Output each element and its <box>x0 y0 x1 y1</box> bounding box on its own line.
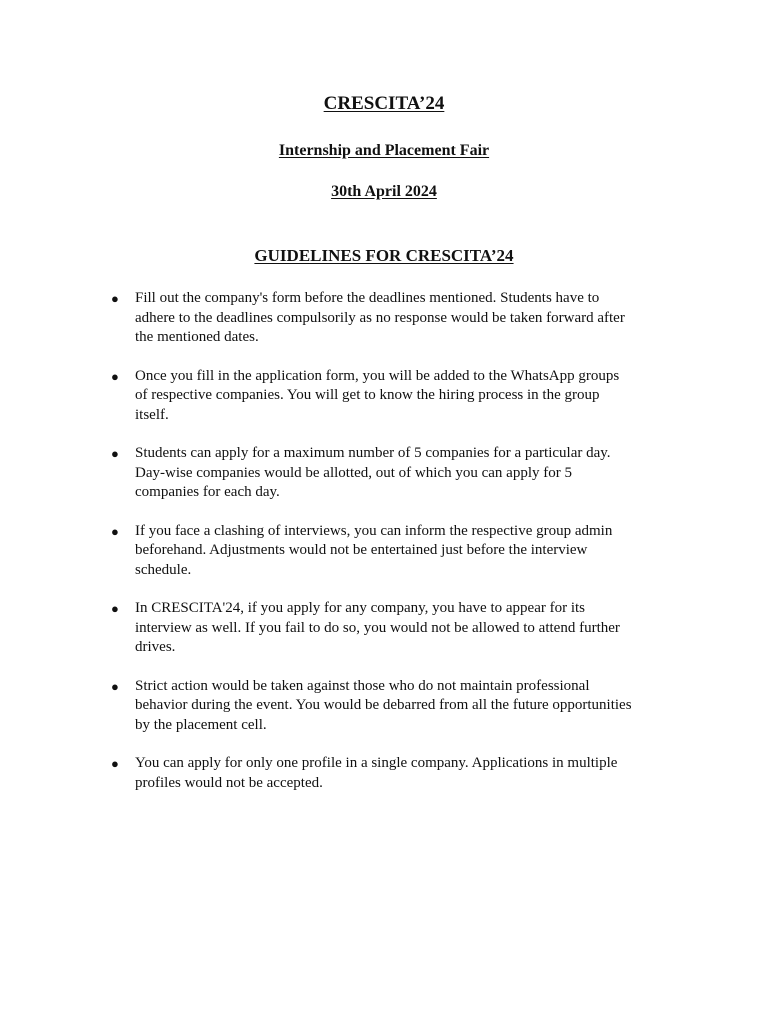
bullet-icon: ● <box>111 291 119 306</box>
guideline-line: adhere to the deadlines compulsorily as no response would be taken forward after <box>135 309 625 326</box>
guideline-line: by the placement cell. <box>135 716 267 733</box>
bullet-icon: ● <box>111 368 119 384</box>
guideline-line: schedule. <box>135 561 192 578</box>
guideline-line: You can apply for only one profile in a single company. Applications in multiple <box>135 755 618 771</box>
guideline-line: profiles would not be accepted. <box>135 774 323 791</box>
guideline-item <box>108 444 688 503</box>
guideline-line: Students can apply for a maximum number of 5 companies for a particular day. <box>135 445 611 461</box>
guideline-line: of respective companies. You will get to know the hiring process in the group <box>135 387 600 403</box>
guideline-item <box>108 289 688 348</box>
guideline-line: Strict action would be taken against those who do not maintain professional <box>135 677 590 694</box>
guideline-text <box>135 754 688 793</box>
guideline-text <box>135 444 688 503</box>
guideline-line: companies for each day. <box>135 484 280 500</box>
guideline-text <box>135 677 688 736</box>
guideline-item <box>108 677 688 736</box>
bullet-icon: ● <box>111 446 119 461</box>
guideline-item <box>108 754 688 793</box>
bullet-icon: ● <box>111 756 119 771</box>
guideline-text <box>135 289 688 348</box>
guideline-line: behavior during the event. You would be debarred from all the future opportunities <box>135 697 632 713</box>
document-title: CRESCITA’24 <box>323 93 445 114</box>
guideline-item <box>108 599 688 658</box>
guideline-item <box>108 522 688 581</box>
guideline-line: In CRESCITA'24, if you apply for any company, you have to appear for its <box>135 600 586 616</box>
guideline-text <box>135 367 688 426</box>
bullet-icon: ● <box>111 523 119 539</box>
guideline-line: Fill out the company's form before the deadlines mentioned. Students have to <box>135 290 600 306</box>
guideline-line: Once you fill in the application form, you will be added to the WhatsApp groups <box>135 367 620 384</box>
bullet-icon: ● <box>111 601 119 616</box>
guidelines-heading: GUIDELINES FOR CRESCITA’24 <box>254 246 514 265</box>
bullet-icon: ● <box>111 678 119 694</box>
guideline-line: beforehand. Adjustments would not be entertained just before the interview <box>135 542 588 558</box>
guideline-line: the mentioned dates. <box>135 329 259 345</box>
guideline-text <box>135 599 688 658</box>
event-subtitle: Internship and Placement Fair <box>278 142 490 159</box>
guideline-line: drives. <box>135 639 176 655</box>
guideline-line: itself. <box>135 406 169 423</box>
guideline-line: interview as well. If you fail to do so, you would not be allowed to attend further <box>135 619 620 636</box>
guideline-item <box>108 367 688 426</box>
guideline-line: If you face a clashing of interviews, you can inform the respective group admin <box>135 522 613 539</box>
guideline-text <box>135 522 688 581</box>
guideline-line: Day-wise companies would be allotted, out of which you can apply for 5 <box>135 464 572 481</box>
event-date: 30th April 2024 <box>331 183 437 200</box>
guidelines-list <box>108 289 688 812</box>
